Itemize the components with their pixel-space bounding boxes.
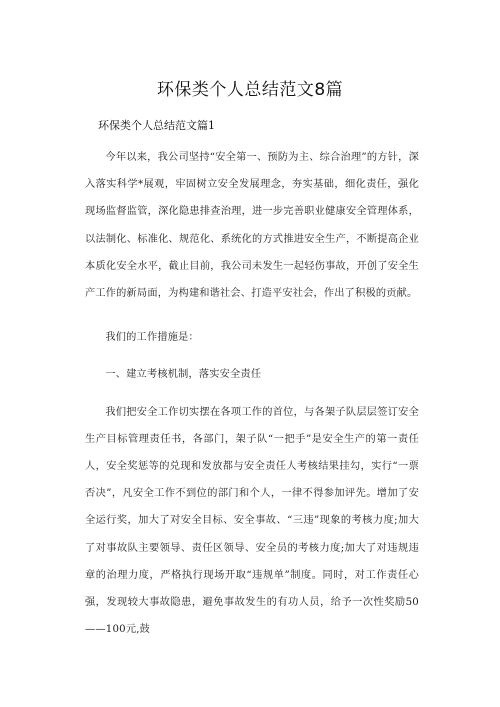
paragraph: 我们把安全工作切实摆在各项工作的首位，与各架子队层层签订安全生产目标管理责任书，各部门，架子队“一把手”是安全生产的第一责任人，安全奖惩等的兑现和发放都与安全责任人考核结果挂勾，实行“一票否决”，凡安全工作不到位的部门和个人，一律不得参加评先。增加了安全运行奖，加大了对安全目标、安全事故、“三违”现象的考核力度;加大了对事故队主要领导、责任区领导、安全员的考核力度;加大了对违规违章的治理力度，严格执行现场开取“违规单”制度。同时，对工作责任心强，发现较大事故隐患，避免事故发生的有功人员，给予一次性奖励50——100元,鼓 (85, 406, 419, 636)
paragraph: 一、建立考核机制，落实安全责任 (105, 369, 262, 381)
document-body (85, 144, 419, 660)
section-heading: 环保类个人总结范文篇1 (98, 119, 215, 132)
paragraph: 我们的工作措施是： (105, 332, 199, 344)
document-title: 环保类个人总结范文8篇 (156, 80, 344, 100)
paragraph: 今年以来，我公司坚持“安全第一、预防为主、综合治理”的方针，深入落实科学*展观，牢固树立安全发展理念，夯实基础，细化责任，强化现场监督监管，深化隐患排查治理，进一步完善职业健康安全管理体系，以法制化、标准化、规范化、系统化的方式推进安全生产，不断提高企业本质化安全水平，截止目前，我公司未发生一起轻伤事故，开创了安全生产工作的新局面，为构建和谐社会、打造平安社会，作出了积极的贡献。 (85, 152, 419, 300)
